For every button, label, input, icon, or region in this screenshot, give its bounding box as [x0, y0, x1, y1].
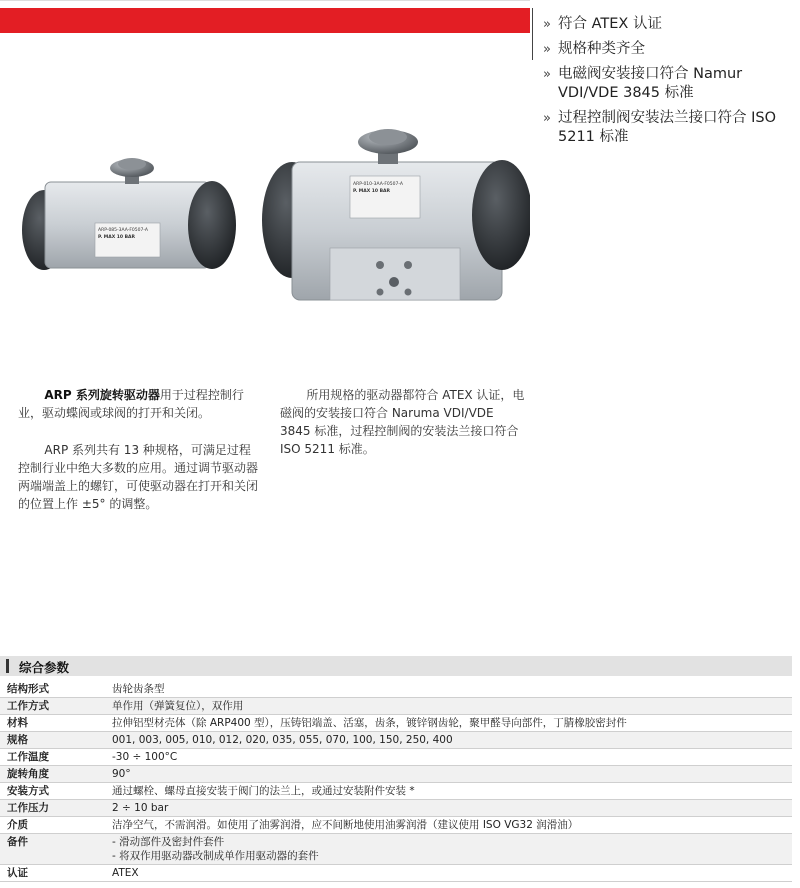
- small-label-pressure: P. MAX 10 BAR: [98, 235, 135, 240]
- actuator-small-image: [22, 158, 236, 270]
- table-row: 备件 - 滑动部件及密封件套件 - 将双作用驱动器改制成单作用驱动器的套件: [0, 834, 792, 865]
- chevron-right-icon: »: [543, 17, 551, 32]
- actuator-large-image: [262, 129, 530, 300]
- table-row: 安装方式 通过螺栓、螺母直接安装于阀门的法兰上，或通过安装附件安装 *: [0, 783, 792, 800]
- feature-item: » 电磁阀安装接口符合 Namur VDI/VDE 3845 标准: [543, 66, 743, 101]
- section-title: 综合参数: [19, 660, 70, 675]
- table-row: 旋转角度 90°: [0, 766, 792, 783]
- header-red-bar: [0, 8, 530, 33]
- large-label-pressure: P. MAX 10 BAR: [353, 189, 390, 194]
- table-row: 结构形式 齿轮齿条型: [0, 681, 792, 698]
- chevron-right-icon: »: [543, 67, 551, 82]
- intro-paragraph-3: 所用规格的驱动器都符合 ATEX 认证，电磁阀的安装接口符合 Naruma VDI/VDE 3845 标准，过程控制阀的安装法兰接口符合 ISO 5211 标准。: [280, 388, 525, 456]
- table-row: 工作方式 单作用（弹簧复位），双作用: [0, 698, 792, 715]
- large-label-model: ARP-010-3AA-F0507-A: [353, 182, 403, 187]
- feature-list: [543, 15, 793, 153]
- small-label-model: ARP-085-3AA-F0507-A: [98, 228, 148, 233]
- table-row: 认证 ATEX: [0, 865, 792, 882]
- intro-paragraph-1: ARP 系列旋转驱动器用于过程控制行业，驱动蝶阀或球阀的打开和关闭。: [18, 388, 244, 420]
- params-table: [0, 681, 792, 882]
- feature-divider: [532, 8, 533, 60]
- table-row: 材料 拉伸铝型材壳体（除 ARP400 型），压铸铝端盖、活塞，齿条，镀锌钢齿轮，聚甲醛导向部件，丁腈橡胶密封件: [0, 715, 792, 732]
- top-rule: [0, 0, 530, 1]
- section-header: [0, 656, 792, 676]
- feature-item: » 符合 ATEX 认证: [543, 16, 662, 32]
- product-photos: [0, 120, 530, 320]
- section-marker: [6, 659, 9, 673]
- table-row: 工作温度 -30 ÷ 100°C: [0, 749, 792, 766]
- feature-item: » 规格种类齐全: [543, 41, 645, 57]
- intro-product-name: ARP 系列旋转驱动器: [44, 388, 160, 402]
- chevron-right-icon: »: [543, 111, 551, 126]
- table-row: 工作压力 2 ÷ 10 bar: [0, 800, 792, 817]
- table-row: 规格 001, 003, 005, 010, 012, 020, 035, 055, 070, 100, 150, 250, 400: [0, 732, 792, 749]
- feature-item: » 过程控制阀安装法兰接口符合 ISO 5211 标准: [543, 110, 777, 145]
- intro-paragraph-2: ARP 系列共有 13 种规格，可满足过程控制行业中绝大多数的应用。通过调节驱动器两端端盖上的螺钉，可使驱动器在打开和关闭的位置上作 ±5° 的调整。: [18, 443, 259, 511]
- chevron-right-icon: »: [543, 42, 551, 57]
- table-row: 介质 洁净空气，不需润滑。如使用了油雾润滑，应不间断地使用油雾润滑（建议使用 ISO VG32 润滑油）: [0, 817, 792, 834]
